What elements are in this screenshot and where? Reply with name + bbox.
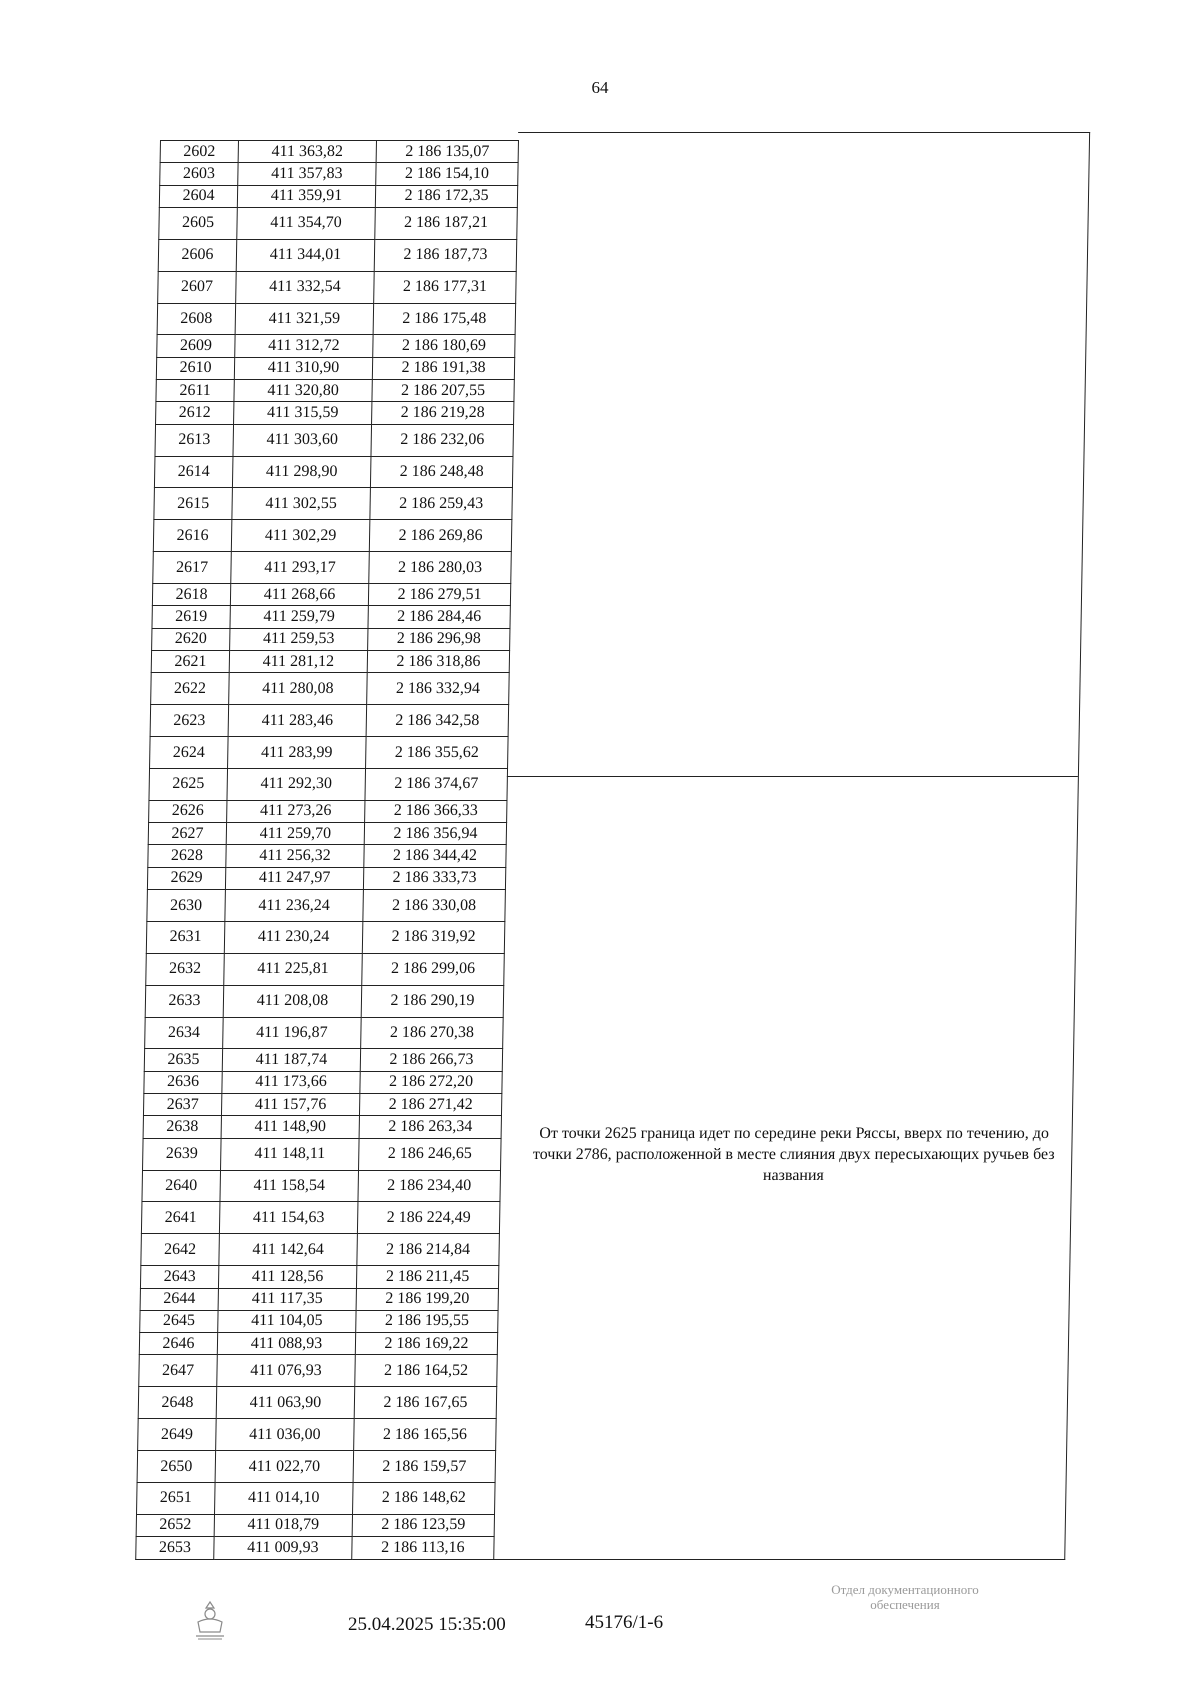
point-number-cell: 2645 <box>140 1310 218 1332</box>
table-row <box>147 867 505 889</box>
y-coordinate-cell: 2 186 187,21 <box>375 207 518 239</box>
table-row <box>144 1071 502 1093</box>
table-row <box>159 207 518 239</box>
x-coordinate-cell: 411 303,60 <box>233 424 372 456</box>
x-coordinate-cell: 411 196,87 <box>223 1017 362 1049</box>
point-number-cell: 2613 <box>155 424 234 456</box>
emblem-stamp-icon <box>190 1598 230 1642</box>
table-row <box>138 1387 497 1419</box>
point-number-cell: 2603 <box>160 163 238 185</box>
point-number-cell: 2617 <box>153 552 232 584</box>
table-row <box>150 705 509 737</box>
point-number-cell: 2619 <box>152 606 230 628</box>
point-number-cell: 2627 <box>148 823 226 845</box>
y-coordinate-cell: 2 186 374,67 <box>365 768 508 800</box>
x-coordinate-cell: 411 158,54 <box>220 1170 359 1202</box>
point-number-cell: 2630 <box>147 890 226 922</box>
point-number-cell: 2647 <box>139 1355 218 1387</box>
y-coordinate-cell: 2 186 319,92 <box>362 921 505 953</box>
x-coordinate-cell: 411 283,99 <box>228 737 367 769</box>
y-coordinate-cell: 2 186 284,46 <box>368 606 510 628</box>
y-coordinate-cell: 2 186 148,62 <box>353 1482 496 1514</box>
point-number-cell: 2633 <box>145 985 224 1017</box>
table-row <box>160 163 518 185</box>
description-divider <box>507 776 1078 777</box>
y-coordinate-cell: 2 186 177,31 <box>374 271 517 303</box>
point-number-cell: 2620 <box>152 628 230 650</box>
point-number-cell: 2651 <box>137 1482 216 1514</box>
y-coordinate-cell: 2 186 191,38 <box>372 357 514 379</box>
y-coordinate-cell: 2 186 165,56 <box>354 1419 497 1451</box>
y-coordinate-cell: 2 186 214,84 <box>357 1234 500 1266</box>
table-row <box>159 185 517 207</box>
point-number-cell: 2642 <box>141 1234 220 1266</box>
point-number-cell: 2650 <box>137 1451 216 1483</box>
footer-organization-stamp <box>760 1582 1050 1612</box>
y-coordinate-cell: 2 186 248,48 <box>370 456 513 488</box>
point-number-cell: 2622 <box>151 673 230 705</box>
boundary-sheet <box>135 140 1090 1560</box>
y-coordinate-cell: 2 186 342,58 <box>366 705 509 737</box>
table-row <box>145 985 504 1017</box>
x-coordinate-cell: 411 315,59 <box>234 402 372 424</box>
y-coordinate-cell: 2 186 280,03 <box>369 552 512 584</box>
point-number-cell: 2631 <box>146 921 225 953</box>
point-number-cell: 2615 <box>154 488 233 520</box>
x-coordinate-cell: 411 273,26 <box>227 800 365 822</box>
y-coordinate-cell: 2 186 224,49 <box>357 1202 500 1234</box>
coordinates-table <box>135 140 519 1560</box>
table-row <box>148 845 506 867</box>
x-coordinate-cell: 411 247,97 <box>225 867 363 889</box>
x-coordinate-cell: 411 259,53 <box>230 628 368 650</box>
point-number-cell: 2624 <box>150 737 229 769</box>
footer-timestamp: 25.04.2025 15:35:00 <box>348 1614 506 1635</box>
x-coordinate-cell: 411 128,56 <box>218 1266 356 1288</box>
table-row <box>147 890 506 922</box>
x-coordinate-cell: 411 142,64 <box>219 1234 358 1266</box>
footer-document-number: 45176/1-6 <box>585 1612 664 1633</box>
y-coordinate-cell: 2 186 211,45 <box>356 1266 498 1288</box>
table-row <box>140 1288 498 1310</box>
y-coordinate-cell: 2 186 330,08 <box>363 890 506 922</box>
table-row <box>151 673 510 705</box>
x-coordinate-cell: 411 357,83 <box>238 163 376 185</box>
table-row <box>150 737 509 769</box>
table-row <box>152 584 510 606</box>
x-coordinate-cell: 411 018,79 <box>214 1514 352 1536</box>
table-row <box>141 1234 500 1266</box>
y-coordinate-cell: 2 186 135,07 <box>376 141 518 163</box>
x-coordinate-cell: 411 208,08 <box>223 985 362 1017</box>
x-coordinate-cell: 411 088,93 <box>217 1333 355 1355</box>
point-number-cell: 2652 <box>136 1514 214 1536</box>
x-coordinate-cell: 411 354,70 <box>237 207 376 239</box>
table-row <box>142 1170 501 1202</box>
table-row <box>136 1537 494 1560</box>
y-coordinate-cell: 2 186 123,59 <box>352 1514 494 1536</box>
point-number-cell: 2637 <box>143 1094 221 1116</box>
table-row <box>139 1355 498 1387</box>
page-number: 64 <box>591 78 609 97</box>
point-number-cell: 2612 <box>156 402 234 424</box>
table-row <box>160 141 518 163</box>
point-number-cell: 2640 <box>142 1170 221 1202</box>
table-row <box>157 335 515 357</box>
y-coordinate-cell: 2 186 290,19 <box>361 985 504 1017</box>
point-number-cell: 2639 <box>143 1138 222 1170</box>
x-coordinate-cell: 411 332,54 <box>236 271 375 303</box>
point-number-cell: 2634 <box>145 1017 224 1049</box>
point-number-cell: 2609 <box>157 335 235 357</box>
y-coordinate-cell: 2 186 318,86 <box>367 651 509 673</box>
y-coordinate-cell: 2 186 263,34 <box>359 1116 501 1138</box>
y-coordinate-cell: 2 186 366,33 <box>365 800 507 822</box>
y-coordinate-cell: 2 186 246,65 <box>359 1138 502 1170</box>
point-number-cell: 2628 <box>148 845 226 867</box>
table-row <box>149 800 507 822</box>
y-coordinate-cell: 2 186 164,52 <box>355 1355 498 1387</box>
x-coordinate-cell: 411 063,90 <box>216 1387 355 1419</box>
x-coordinate-cell: 411 359,91 <box>237 185 375 207</box>
x-coordinate-cell: 411 076,93 <box>217 1355 356 1387</box>
x-coordinate-cell: 411 268,66 <box>230 584 368 606</box>
y-coordinate-cell: 2 186 167,65 <box>354 1387 497 1419</box>
y-coordinate-cell: 2 186 270,38 <box>361 1017 504 1049</box>
y-coordinate-cell: 2 186 299,06 <box>362 953 505 985</box>
y-coordinate-cell: 2 186 355,62 <box>366 737 509 769</box>
x-coordinate-cell: 411 173,66 <box>222 1071 360 1093</box>
point-number-cell: 2644 <box>140 1288 218 1310</box>
table-row <box>153 520 512 552</box>
y-coordinate-cell: 2 186 333,73 <box>363 867 505 889</box>
y-coordinate-cell: 2 186 344,42 <box>364 845 506 867</box>
y-coordinate-cell: 2 186 259,43 <box>370 488 513 520</box>
table-row <box>149 768 508 800</box>
x-coordinate-cell: 411 236,24 <box>225 890 364 922</box>
table-row <box>156 402 514 424</box>
table-row <box>143 1094 501 1116</box>
table-row <box>156 380 514 402</box>
boundary-description: От точки 2625 граница идет по середине реки Ряссы, вверх по течению, до точки 2786, расположенной в месте слияния двух пересыхающих ручьев без названия <box>532 1125 1055 1184</box>
table-row <box>155 424 514 456</box>
y-coordinate-cell: 2 186 172,35 <box>375 185 517 207</box>
point-number-cell: 2607 <box>158 271 237 303</box>
point-number-cell: 2629 <box>147 867 225 889</box>
table-row <box>143 1116 501 1138</box>
table-row <box>154 488 513 520</box>
point-number-cell: 2632 <box>146 953 225 985</box>
x-coordinate-cell: 411 148,90 <box>221 1116 359 1138</box>
table-row <box>153 552 512 584</box>
y-coordinate-cell: 2 186 169,22 <box>355 1333 497 1355</box>
footer-org-line-1: Отдел документационного <box>831 1582 979 1597</box>
point-number-cell: 2638 <box>143 1116 221 1138</box>
x-coordinate-cell: 411 225,81 <box>224 953 363 985</box>
point-number-cell: 2649 <box>138 1419 217 1451</box>
point-number-cell: 2604 <box>159 185 237 207</box>
table-row <box>158 271 517 303</box>
table-row <box>154 456 513 488</box>
y-coordinate-cell: 2 186 332,94 <box>367 673 510 705</box>
y-coordinate-cell: 2 186 219,28 <box>372 402 514 424</box>
x-coordinate-cell: 411 259,79 <box>230 606 368 628</box>
point-number-cell: 2608 <box>157 303 236 335</box>
x-coordinate-cell: 411 022,70 <box>215 1451 354 1483</box>
x-coordinate-cell: 411 256,32 <box>226 845 364 867</box>
x-coordinate-cell: 411 363,82 <box>238 141 376 163</box>
y-coordinate-cell: 2 186 159,57 <box>353 1451 496 1483</box>
point-number-cell: 2618 <box>152 584 230 606</box>
table-row <box>157 303 516 335</box>
x-coordinate-cell: 411 230,24 <box>224 921 363 953</box>
footer-org-line-2: обеспечения <box>870 1597 940 1612</box>
point-number-cell: 2614 <box>154 456 233 488</box>
x-coordinate-cell: 411 154,63 <box>219 1202 358 1234</box>
y-coordinate-cell: 2 186 269,86 <box>369 520 512 552</box>
table-row <box>156 357 514 379</box>
y-coordinate-cell: 2 186 199,20 <box>356 1288 498 1310</box>
x-coordinate-cell: 411 302,55 <box>232 488 371 520</box>
table-row <box>146 953 505 985</box>
table-row <box>136 1514 494 1536</box>
x-coordinate-cell: 411 148,11 <box>221 1138 360 1170</box>
x-coordinate-cell: 411 036,00 <box>216 1419 355 1451</box>
point-number-cell: 2605 <box>159 207 238 239</box>
x-coordinate-cell: 411 312,72 <box>235 335 373 357</box>
table-row <box>146 921 505 953</box>
table-row <box>145 1017 504 1049</box>
table-row <box>140 1266 498 1288</box>
x-coordinate-cell: 411 310,90 <box>234 357 372 379</box>
table-row <box>138 1419 497 1451</box>
y-coordinate-cell: 2 186 266,73 <box>360 1049 502 1071</box>
y-coordinate-cell: 2 186 154,10 <box>376 163 518 185</box>
table-row <box>158 239 517 271</box>
x-coordinate-cell: 411 259,70 <box>226 823 364 845</box>
y-coordinate-cell: 2 186 271,42 <box>359 1094 501 1116</box>
x-coordinate-cell: 411 298,90 <box>232 456 371 488</box>
table-row <box>137 1482 496 1514</box>
y-coordinate-cell: 2 186 180,69 <box>373 335 515 357</box>
point-number-cell: 2621 <box>151 651 229 673</box>
y-coordinate-cell: 2 186 187,73 <box>374 239 517 271</box>
table-row <box>137 1451 496 1483</box>
description-column <box>493 132 1090 1560</box>
y-coordinate-cell: 2 186 296,98 <box>368 628 510 650</box>
point-number-cell: 2648 <box>138 1387 217 1419</box>
y-coordinate-cell: 2 186 272,20 <box>360 1071 502 1093</box>
x-coordinate-cell: 411 104,05 <box>218 1310 356 1332</box>
point-number-cell: 2623 <box>150 705 229 737</box>
table-row <box>151 651 509 673</box>
table-row <box>143 1138 502 1170</box>
table-row <box>148 823 506 845</box>
y-coordinate-cell: 2 186 232,06 <box>371 424 514 456</box>
y-coordinate-cell: 2 186 234,40 <box>358 1170 501 1202</box>
x-coordinate-cell: 411 117,35 <box>218 1288 356 1310</box>
point-number-cell: 2611 <box>156 380 234 402</box>
x-coordinate-cell: 411 014,10 <box>215 1482 354 1514</box>
table-row <box>152 606 510 628</box>
x-coordinate-cell: 411 302,29 <box>231 520 370 552</box>
x-coordinate-cell: 411 187,74 <box>222 1049 360 1071</box>
x-coordinate-cell: 411 320,80 <box>234 380 372 402</box>
point-number-cell: 2606 <box>158 239 237 271</box>
y-coordinate-cell: 2 186 279,51 <box>368 584 510 606</box>
y-coordinate-cell: 2 186 175,48 <box>373 303 516 335</box>
x-coordinate-cell: 411 344,01 <box>236 239 375 271</box>
y-coordinate-cell: 2 186 113,16 <box>352 1537 494 1560</box>
table-row <box>141 1202 500 1234</box>
point-number-cell: 2625 <box>149 768 228 800</box>
y-coordinate-cell: 2 186 356,94 <box>364 823 506 845</box>
point-number-cell: 2602 <box>160 141 238 163</box>
table-row <box>144 1049 502 1071</box>
point-number-cell: 2610 <box>156 357 234 379</box>
point-number-cell: 2653 <box>136 1537 214 1560</box>
table-row <box>140 1310 498 1332</box>
point-number-cell: 2635 <box>144 1049 222 1071</box>
x-coordinate-cell: 411 292,30 <box>227 768 366 800</box>
y-coordinate-cell: 2 186 195,55 <box>356 1310 498 1332</box>
x-coordinate-cell: 411 280,08 <box>229 673 368 705</box>
y-coordinate-cell: 2 186 207,55 <box>372 380 514 402</box>
x-coordinate-cell: 411 293,17 <box>231 552 370 584</box>
point-number-cell: 2646 <box>139 1333 217 1355</box>
table-row <box>152 628 510 650</box>
point-number-cell: 2616 <box>153 520 232 552</box>
point-number-cell: 2641 <box>141 1202 220 1234</box>
point-number-cell: 2636 <box>144 1071 222 1093</box>
x-coordinate-cell: 411 157,76 <box>221 1094 359 1116</box>
x-coordinate-cell: 411 321,59 <box>235 303 374 335</box>
table-row <box>139 1333 497 1355</box>
coordinates-table-body <box>136 141 519 1560</box>
point-number-cell: 2643 <box>140 1266 218 1288</box>
x-coordinate-cell: 411 281,12 <box>229 651 367 673</box>
x-coordinate-cell: 411 283,46 <box>228 705 367 737</box>
point-number-cell: 2626 <box>149 800 227 822</box>
x-coordinate-cell: 411 009,93 <box>214 1537 352 1560</box>
